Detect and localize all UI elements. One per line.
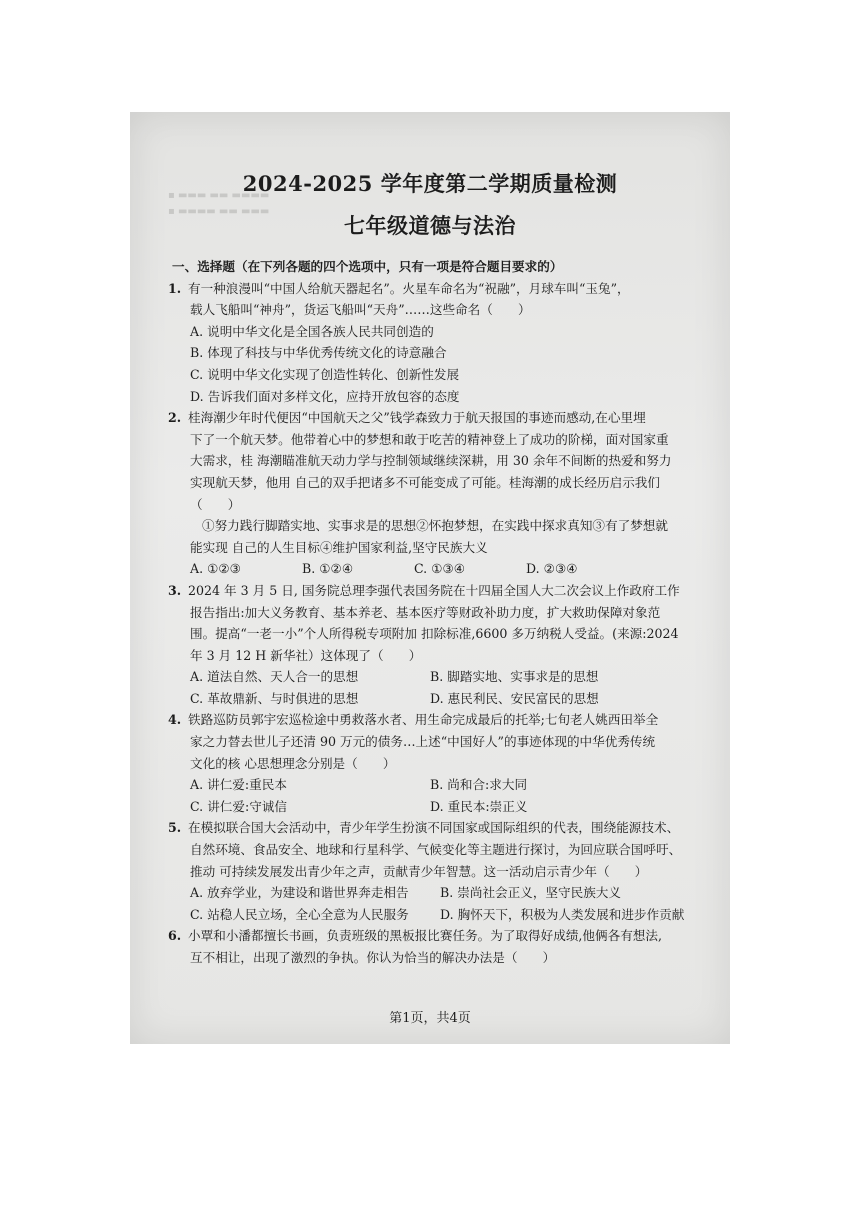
bleed-through-text: ▪ ▬▬▬ ▬▬ ▬▬▬▬ bbox=[168, 190, 270, 201]
question-stem-line: 桂海潮少年时代便因“中国航天之父”钱学森致力于航天报国的事迹而感动,在心里埋 bbox=[188, 410, 646, 426]
question-number: 4. bbox=[168, 712, 182, 728]
exam-page-photo bbox=[130, 112, 730, 1044]
question-stem-line: 在模拟联合国大会活动中，青少年学生扮演不同国家或国际组织的代表，围绕能源技术、 bbox=[188, 820, 680, 836]
option-c[interactable]: C. 讲仁爱:守诚信 bbox=[190, 798, 287, 814]
option-c[interactable]: C. 革故鼎新、与时俱进的思想 bbox=[190, 690, 359, 706]
question-number: 6. bbox=[168, 928, 182, 944]
question-stem-line: 载人飞船叫“神舟”，货运飞船叫“天舟”……这些命名（ ） bbox=[190, 302, 531, 318]
question-stem-line: 围。提高“一老一小”个人所得税专项附加 扣除标准,6600 多万纳税人受益。(来源:2024 bbox=[190, 626, 679, 642]
option-d[interactable]: D. 告诉我们面对多样文化，应持开放包容的态度 bbox=[190, 388, 460, 404]
question-stem-line: 年 3 月 12 H 新华社）这体现了（ ） bbox=[190, 647, 422, 663]
question-number: 5. bbox=[168, 820, 182, 836]
question-stem-line: 下了一个航天梦。他带着心中的梦想和敢于吃苦的精神登上了成功的阶梯，面对国家重 bbox=[190, 431, 669, 447]
option-row bbox=[168, 666, 723, 688]
question-number: 2. bbox=[168, 410, 182, 426]
question-1 bbox=[168, 278, 723, 408]
option-a[interactable]: A. ①②③ bbox=[190, 561, 241, 577]
question-2 bbox=[168, 407, 723, 580]
exam-title: 2024-2025 学年度第二学期质量检测 bbox=[242, 171, 618, 196]
question-stem-line: 有一种浪漫叫“中国人给航天器起名”。火星车命名为“祝融”，月球车叫“玉兔”， bbox=[188, 280, 630, 296]
option-b[interactable]: B. 崇尚社会正义，坚守民族大义 bbox=[440, 885, 621, 901]
option-a[interactable]: A. 放弃学业，为建设和谐世界奔走相告 bbox=[190, 885, 409, 901]
option-row bbox=[168, 774, 723, 796]
question-stem-line: 大需求，桂 海潮瞄准航天动力学与控制领域继续深耕，用 30 余年不间断的热爱和努力 bbox=[190, 453, 672, 469]
question-stem-line: 推动 可持续发展发出青少年之声，贡献青少年智慧。这一活动启示青少年（ ） bbox=[190, 863, 648, 879]
section-heading: 一、选择题（在下列各题的四个选项中，只有一项是符合题目要求的） bbox=[172, 259, 563, 274]
option-c[interactable]: C. 站稳人民立场，全心全意为人民服务 bbox=[190, 906, 409, 922]
question-stem-line: 自然环境、食品安全、地球和行星科学、气候变化等主题进行探讨，为回应联合国呼吁、 bbox=[190, 842, 682, 858]
option-c[interactable]: C. ①③④ bbox=[414, 561, 466, 577]
question-stem-line: 铁路巡防员郭宇宏巡检途中勇救落水者、用生命完成最后的托举;七旬老人姚西田举全 bbox=[188, 712, 659, 728]
option-row bbox=[168, 796, 723, 818]
statement-items-line: 能实现 自己的人生目标④维护国家利益,坚守民族大义 bbox=[190, 539, 488, 555]
question-stem-line: 2024 年 3 月 5 日, 国务院总理李强代表国务院在十四届全国人大二次会议上作政府工作 bbox=[188, 582, 680, 598]
exam-subtitle: 七年级道德与法治 bbox=[344, 213, 516, 238]
question-stem-line: 实现航天梦，他用 自己的双手把诸多不可能变成了可能。桂海潮的成长经历启示我们 bbox=[190, 474, 660, 490]
bleed-through-text: ▪ ▬▬▬▬ ▬▬ ▬▬▬ bbox=[168, 206, 270, 217]
answer-blank: （ ） bbox=[190, 496, 241, 512]
question-stem-line: 小覃和小潘都擅长书画，负责班级的黑板报比赛任务。为了取得好成绩,他俩各有想法, bbox=[188, 928, 662, 944]
option-b[interactable]: B. 体现了科技与中华优秀传统文化的诗意融合 bbox=[190, 345, 447, 361]
question-3 bbox=[168, 580, 723, 710]
page-footer: 第1页，共4页 bbox=[389, 1011, 471, 1026]
question-stem-line: 家之力替去世儿子还清 90 万元的债务…上述“中国好人”的事迹体现的中华优秀传统 bbox=[190, 734, 656, 750]
option-b[interactable]: B. 脚踏实地、实事求是的思想 bbox=[430, 669, 599, 685]
option-a[interactable]: A. 道法自然、天人合一的思想 bbox=[190, 669, 359, 685]
question-number: 1. bbox=[168, 280, 182, 296]
option-row bbox=[168, 688, 723, 710]
question-stem-line: 互不相让，出现了激烈的争执。你认为恰当的解决办法是（ ） bbox=[190, 950, 556, 965]
exam-content bbox=[168, 256, 723, 969]
question-stem-line: 文化的核 心思想理念分别是（ ） bbox=[190, 755, 396, 771]
question-6 bbox=[168, 925, 723, 968]
option-d[interactable]: D. 惠民利民、安民富民的思想 bbox=[430, 690, 599, 706]
option-b[interactable]: B. ①②④ bbox=[302, 561, 354, 577]
option-a[interactable]: A. 说明中华文化是全国各族人民共同创造的 bbox=[190, 323, 434, 339]
option-b[interactable]: B. 尚和合:求大同 bbox=[430, 777, 528, 793]
question-5 bbox=[168, 817, 723, 925]
option-d[interactable]: D. ②③④ bbox=[526, 561, 578, 577]
statement-items-line: ①努力践行脚踏实地、实事求是的思想②怀抱梦想，在实践中探求真知③有了梦想就 bbox=[202, 518, 668, 534]
option-row bbox=[168, 558, 723, 580]
option-c[interactable]: C. 说明中华文化实现了创造性转化、创新性发展 bbox=[190, 366, 460, 382]
option-a[interactable]: A. 讲仁爱:重民本 bbox=[190, 777, 287, 793]
question-4 bbox=[168, 709, 723, 817]
question-stem-line: 报告指出:加大义务教育、基本养老、基本医疗等财政补助力度，扩大救助保障对象范 bbox=[190, 604, 661, 620]
option-d[interactable]: D. 重民本:崇正义 bbox=[430, 798, 528, 814]
option-row bbox=[168, 882, 723, 904]
option-d[interactable]: D. 胸怀天下，积极为人类发展和进步作贡献 bbox=[440, 906, 685, 922]
option-row bbox=[168, 904, 723, 926]
question-number: 3. bbox=[168, 582, 182, 598]
